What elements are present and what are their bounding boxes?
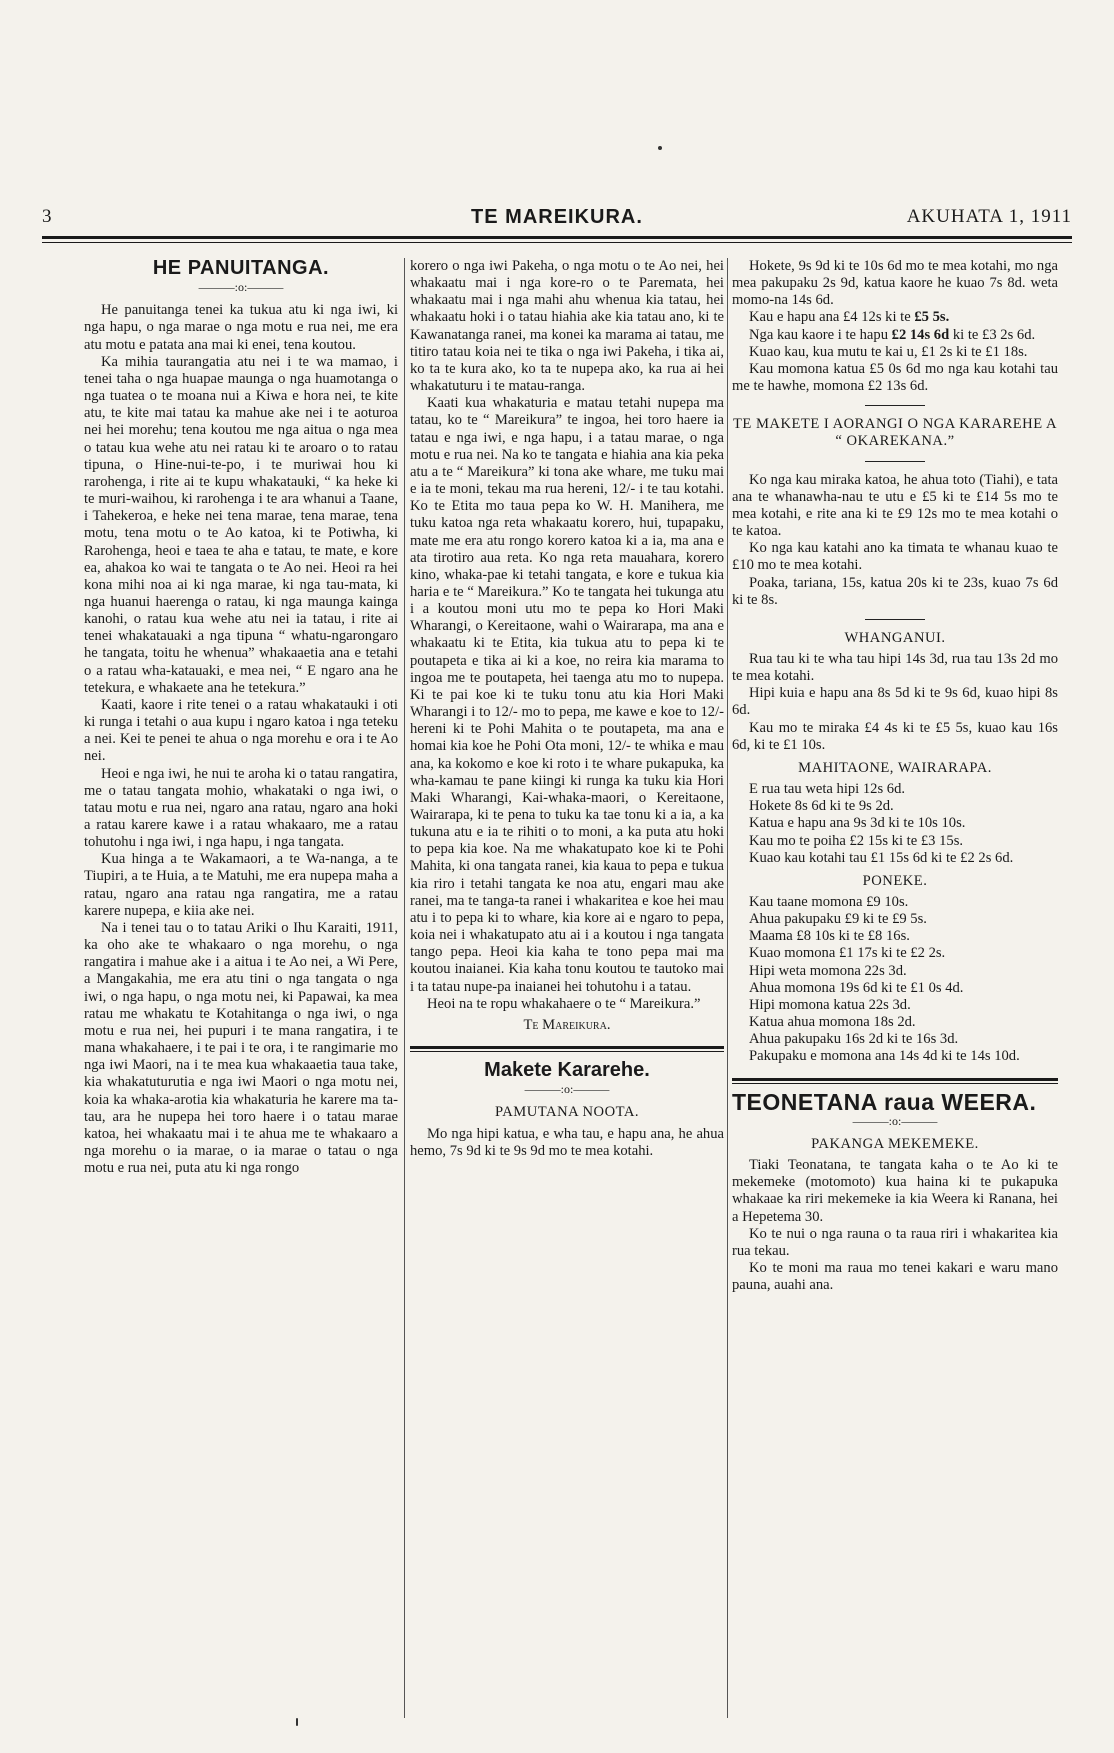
masthead-title: TE MAREIKURA.: [471, 206, 643, 228]
paragraph: Kuao kau kotahi tau £1 15s 6d ki te £2 2s 6d.: [749, 849, 1014, 866]
section-rule-thin: [410, 1051, 724, 1052]
price-text: Kau e hapu ana £4 12s ki te: [749, 309, 915, 326]
heading-ornament: ———:o:———: [198, 280, 284, 295]
price-bold: £2 14s 6d: [891, 326, 950, 343]
paragraph: Kau mo te poiha £2 15s ki te £3 15s.: [749, 832, 964, 849]
market-heading: Makete Kararehe.: [484, 1059, 650, 1082]
paragraph: Kaati, kaore i rite tenei o a ratau whakatauki i oti ki runga i tetahi o aua kupu i ngaro katoa i nga teteku a nei. Kei te penei te ahua o nga morehu e ora i te Ao nei.: [84, 696, 398, 765]
issue-date: AKUHATA 1, 1911: [906, 206, 1072, 227]
price-line: Hipi weta momona 22s 3d.: [749, 962, 907, 979]
paragraph: Ko nga kau miraka katoa, he ahua toto (Tiahi), e tata ana te whanawha-nau te utu e £5 ki te £14 5s mo te mea kotahi, e rite ana ki te £9 12s mo te mea kotahi o te katoa.: [732, 471, 1058, 540]
paragraph: Na i tenei tau o to tatau Ariki o Ihu Karaiti, 1911, ka oho ake te whakaaro o nga morehu, o nga rangatira i mahue ake i a aitua i te Ao nei, a Wi Pere, a Mangakahia, me era atu tini o nga tangata o nga iwi, o nga hapu, o nga motu nei, ki Papawai, ka mea ratau me whakatu te Kotahitanga o nga iwi, o nga motu e rua nei, hei pupuri i te mana rangatira, i te mana whakahaere, i te pai i te ora, i te rangimarie mo nga iwi Maori, na i te mea kua whakaaetia taua take, kia whakatuturutia e nga iwi Maori o nga motu nei, koia ka whaka-arotia kia whakaturia he karere ma ta-tau, ara he nupepa hei toro haere i o tatau marae katoa, hei whakaatu mai i te ahua me te whakaaro a nga morehu o ia marae, o ia marae o tatau o nga motu e rua nei, puta atu ki nga rongo: [84, 919, 398, 1177]
paragraph: Hokete 8s 6d ki te 9s 2d.: [749, 798, 894, 815]
section-rule: [732, 1078, 1058, 1081]
price-line: Maama £8 10s ki te £8 16s.: [749, 928, 910, 945]
speck: [658, 146, 662, 150]
price-line: Kuao momona £1 17s ki te £2 2s.: [749, 945, 946, 962]
paragraph: Kau mo te miraka £4 4s ki te £5 5s, kuao kau 16s 6d, ki te £1 10s.: [732, 719, 1058, 753]
paragraph: Hokete, 9s 9d ki te 10s 6d mo te mea kotahi, mo nga mea pakupaku 2s 9d, katua kaore he kuao 7s 8d. weta momo-na 14s 6d.: [732, 258, 1058, 309]
price-line: Kau taane momona £9 10s.: [749, 894, 909, 910]
aorangi-subheading: TE MAKETE I AORANGI O NGA KARAREHE A “ OKAREKANA.”: [732, 416, 1058, 450]
short-rule: [865, 461, 925, 462]
teonetana-heading: TEONETANA raua WEERA.: [732, 1088, 1037, 1115]
price-bold: £5 5s.: [914, 309, 950, 326]
header-rule: [42, 236, 1072, 239]
paragraph: Heoi na te ropu whakahaere o te “ Mareikura.”: [427, 995, 701, 1012]
speck: [296, 1718, 298, 1726]
column-3: [732, 258, 1058, 1294]
signature: Te Mareikura.: [523, 1016, 611, 1033]
column-1: [84, 258, 398, 1177]
column-2: [410, 258, 724, 1160]
heading-ornament: ———:o:———: [524, 1082, 610, 1097]
paragraph: Ka mihia taurangatia atu nei i te wa mamao, i tenei taha o nga huapae maunga o nga huamotanga o nga tuatea o te moana nui a Kiwa e hora nei, te kite atu, te kite mai tatau ka mahue ake nei i te aoturoa nei hei morehu; tena koutou me nga aitua o nga mea o tatau kua wehe atu nei ratau ki te aroaro o to ratau tipuna, o Hine-nui-te-po, i te muriwai hou ki rarohenga, i rite ai te kupu whakatauki, “ ka heke ki te muri-waihou, ki rarohenga i te ara whanui a Taane, i Tahekeroa, e heke nei tena marae, tena marae, tena motu, tena motu o te Ao katoa, ki te Potiwha, ki Rarohenga, heoi e taea te aha e tatau, te mate, e kore ea, ahakoa ko wai te tangata o te Ao nei. Heoi ra hei kona mihi noa ai ki nga marae, ki nga tau-mata, ki nga huanui haerenga o ratau, ki nga maunga kainga kanohi, o ratau kua wehe atu nei ia tatau, i rite ai tenei whakatauaki a nga tipuna “ whatu-ngarongaro he tangata, toitu he whenua” whakaaetia ana e tetahi o a ratau wha-katauaki, e mea nei, “ E ngaro ana he tetekura, e whakaete ana he tetekura.”: [84, 353, 398, 696]
paragraph: Katua e hapu ana 9s 3d ki te 10s 10s.: [749, 815, 966, 832]
paragraph: Kau momona katua £5 0s 6d mo nga kau kotahi tau me te hawhe, momona £2 13s 6d.: [732, 360, 1058, 395]
paragraph: [732, 309, 1058, 326]
price-line: Ahua pakupaku 16s 2d ki te 16s 3d.: [749, 1031, 959, 1048]
paragraph: Ko te moni ma raua mo tenei kakari e waru mano pauna, auahi ana.: [732, 1259, 1058, 1294]
paragraph: korero o nga iwi Pakeha, o nga motu o te Ao nei, hei whakaatu mai i nga kore-ro o te Paremata, hei whakaatu mai i nga mahi ahu whenua kia tatau, hei whakaatu hoki i o tatau hiahia ake kia tatau ano, ki te Kawanatanga ranei, ma konei ka marama ai tatau, me titiro tatau koia nei te tika o nga iwi Pakeha, i tika ai, ko ta te kura ako, ko ta te nupepa ako, ka rua ai hei whakatuturu i te matau-ranga.: [410, 258, 724, 395]
header-rule-thin: [42, 242, 1072, 243]
paragraph: E rua tau weta hipi 12s 6d.: [749, 781, 906, 798]
price-text: ki te £3 2s 6d.: [949, 326, 1036, 343]
paragraph: Ko te nui o nga rauna o ta raua riri i whakaritea kia rua tekau.: [732, 1225, 1058, 1259]
price-line: Ahua pakupaku £9 ki te £9 5s.: [749, 911, 927, 928]
poneke-subheading: PONEKE.: [862, 872, 928, 889]
paragraph: Poaka, tariana, 15s, katua 20s ki te 23s, kuao 7s 6d ki te 8s.: [732, 574, 1058, 608]
column-divider: [727, 258, 728, 1718]
short-rule: [865, 619, 925, 620]
paragraph: Ko nga kau katahi ano ka timata te whanau kuao te £10 mo te mea kotahi.: [732, 540, 1058, 574]
paragraph: He panuitanga tenei ka tukua atu ki nga iwi, ki nga hapu, o nga marae o nga motu e rua nei, me era atu motu e patata ana mai ki enei, tena koutou.: [84, 302, 398, 353]
paragraph: [732, 327, 1058, 344]
paragraph: Hipi kuia e hapu ana 8s 5d ki te 9s 6d, kuao hipi 8s 6d.: [732, 685, 1058, 719]
short-rule: [865, 405, 925, 406]
price-line: Hipi momona katua 22s 3d.: [749, 996, 911, 1013]
price-line: Katua ahua momona 18s 2d.: [749, 1014, 916, 1031]
paragraph: Kua hinga a te Wakamaori, a te Wa-nanga, a te Tiupiri, a te Huia, a te Matuhi, me era nupepa maha a ratau, ngaro ana ratau nga rangatira, me a ratau karere nupepa, e kiia ake nei.: [84, 851, 398, 919]
paragraph: Heoi e nga iwi, he nui te aroha ki o tatau rangatira, me o tatau tangata mohio, whakataki o nga iwi, o tatau motu e rua nei, ngaro ana ratau, ngaro ana hoki a ratau karere kawe i a ratau whakaaro, me a ratau tohutohu i nga iwi, i nga hapu, i nga tangata.: [84, 765, 398, 851]
mahitaone-subheading: MAHITAONE, WAIRARAPA.: [798, 759, 992, 776]
paragraph: Rua tau ki te wha tau hipi 14s 3d, rua tau 13s 2d mo te mea kotahi.: [732, 650, 1058, 685]
whanganui-subheading: WHANGANUI.: [844, 629, 946, 646]
paragraph: Tiaki Teonatana, te tangata kaha o te Ao ki te mekemeke (motomoto) kua haina ki te pukapuka whakaae ka riri mekemeke ia kia Weera ki Ranana, hei a Hepetema 30.: [732, 1157, 1058, 1225]
section-rule-thin: [732, 1083, 1058, 1084]
paragraph: Mo nga hipi katua, e wha tau, e hapu ana, he ahua hemo, 7s 9d ki te 9s 9d mo te mea kotahi.: [410, 1125, 724, 1159]
market-subheading: PAMUTANA NOOTA.: [494, 1104, 640, 1121]
heading-ornament: ———:o:———: [852, 1113, 938, 1128]
paragraph: Kuao kau, kua mutu te kai u, £1 2s ki te £1 18s.: [749, 343, 1028, 360]
paragraph: Kaati kua whakaturia e matau tetahi nupepa ma tatau, ko te “ Mareikura” te ingoa, hei toro haere ia tatau e nga iwi, e nga hapu, i a tatau marae, o nga motu e rua nei. Na ko te tangata e hiahia ana kia peka atu a te “ Mareikura” ki tona ake whare, me tuku mai e ia te moni, tekau ma rua hereni, 12/- i te tau kotahi. Ko te Etita mo taua pepa ko W. H. Manihera, me tuku katoa nga reta whakaatu korero, hui, tupapaku, mate me era atu rongo korero katoa ki a ia, ma ana e ata tirotiro aua reta. Ko nga reta mauahara, korero kino, whaka-pae ki tetahi tangata, e kore e tukua kia haria e te “ Mareikura.” Ko te tangata hei tukunga atu i a koutou moni utu mo te pepa ko Hori Maki Wharangi, o Kereitaone, wahi o Wairarapa, ma ana e whakaatu ki te Etita, kia tukua atu to pepa ki te poutapeta e tika ai ki a koe, no reira kia marama to ingoa me te poutapeta, hei taenga atu mo to nupepa. Ki te pai koe ki te tuku tonu atu kia Hori Maki Wharangi i to 12/- mo to pepa, me kawe e koe to 12/- hereni ki te Pohi Mahita o te poutapeta, ma ana e homai kia koe he Pohi Ota moni, 12/- te whika e mau ana, ka kokomo e koe ki roto i te whare pukapuka, ka wha-kamau te pane kiingi ki runga ka tuku kia Hori Maki Wharangi, Kai-whaka-maori, o Kereitaone, Wairarapa, ki te pena to tuku ka tae tonu ki a ia, a ka tukuna atu e ia te rihiti o to moni, a ka puta atu hoki to pepa kia koe. Na me whakatupato koe ki te Pohi Mahita, ki ona tangata ranei, kia kaua to pepa e tukua kia riro i tetahi tangata ke noa atu, engari mau ake ranei, ma te tanga-ta ranei i whakaritea e koe hei mau atu i to pepa ki to whare, kia kore ai e ngaro to pepa, koia nei i whakatupato atu ai i a koutou i nga tangata tango pepa. Heoi kia kaha te tono pepa mai ma koutou inaianei. Kia kaha tonu koutou te tautoko mai i ta tatau nupe-pa inaianei hei tohutohu i a tatau.: [410, 395, 724, 995]
panuitanga-heading: HE PANUITANGA.: [152, 257, 330, 279]
price-text: Nga kau kaore i te hapu: [749, 326, 892, 343]
pakanga-subheading: PAKANGA MEKEMEKE.: [811, 1135, 979, 1152]
column-divider: [404, 258, 405, 1718]
price-line: Pakupaku e momona ana 14s 4d ki te 14s 10d.: [749, 1048, 1020, 1065]
page-header: [42, 206, 1072, 230]
page-number: 3: [42, 206, 52, 227]
section-rule: [410, 1046, 724, 1049]
price-line: Ahua momona 19s 6d ki te £1 0s 4d.: [749, 979, 964, 996]
